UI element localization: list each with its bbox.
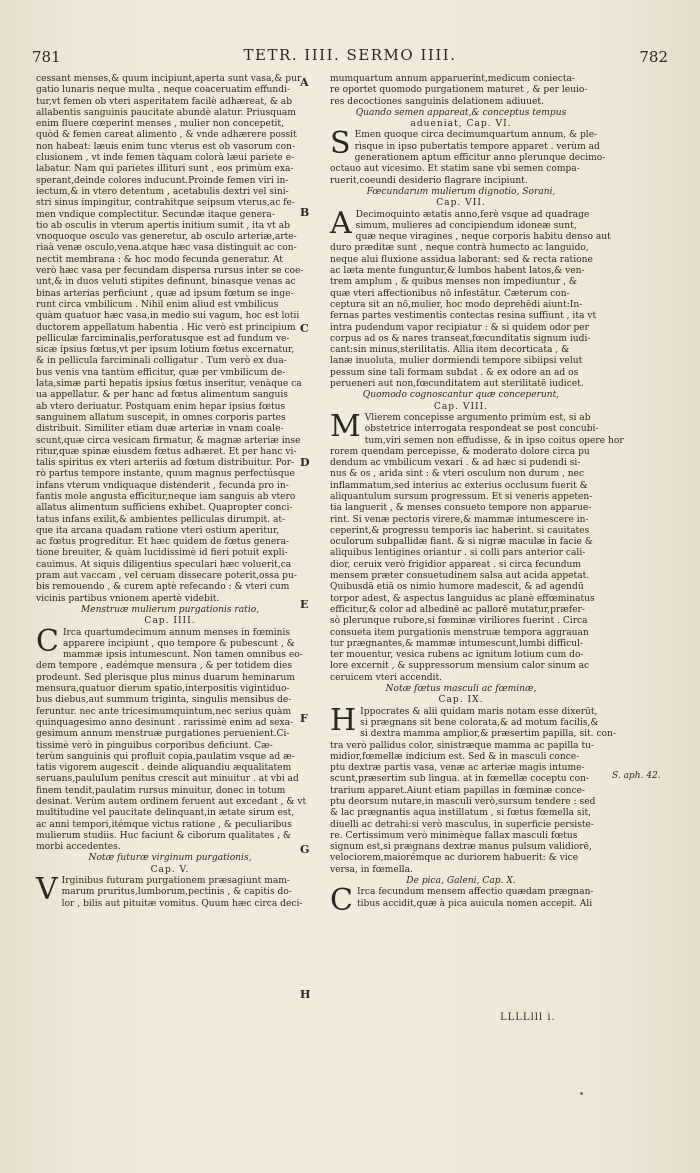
text-line: Irca quartumdecimum annum menses in fœminis <box>62 627 291 638</box>
text-line: distribuit. Similiter etiam duæ arteriæ in vnam coale- <box>36 424 284 435</box>
text-line: finem tendit,paulatim rursus minuitur, donec in totum <box>36 785 286 796</box>
text-line: re. Certissimum verò minimèque fallax masculi fœtus <box>330 830 578 841</box>
running-title: TETR. IIII. SERMO IIII. <box>243 46 457 64</box>
text-line: re oportet quomodo purgationem maturet , & per leuio- <box>330 85 588 96</box>
text-line: tibus accidit,quæ à pica auicula nomen accepit. Ali <box>356 898 593 909</box>
text-line: ac læta mente funguntur,& lumbos habent latos,& ven- <box>330 266 585 277</box>
margin-letter-h: H <box>300 988 311 1001</box>
text-line: cauimus. At siquis diligentius speculari hæc voluerit,ca <box>36 559 292 570</box>
text-line: feruntur. nec ante tricesimumquintum,nec serius quàm <box>36 706 292 717</box>
text-line: talis spiritus ex vteri arteriis ad fœtum distribuitur. Por- <box>36 458 295 469</box>
text-line: ptu deorsum nutare,in masculi verò,sursum tendere : sed <box>330 797 596 807</box>
text-line: Vlierem concepisse argumento primùm est, si ab <box>364 412 591 423</box>
text-line: duro præditæ sunt , neque contrà humecto ac languido, <box>330 243 589 254</box>
text-line: Irginibus futuram purgationem præsagiunt mam- <box>61 876 290 887</box>
text-line: gesimum annum menstruæ purgationes peruenient.Ci- <box>36 729 290 740</box>
text-line: tatus infans exilit,& ambientes pelliculas dirumpit. at- <box>36 514 286 525</box>
page-number-left: 781 <box>32 48 61 66</box>
text-line: vnoquoque osculo vas generetur, ab osculo arteriæ,arte- <box>36 232 297 243</box>
text-line: dendum ac vmbilicum vexari . & ad hæc si pudendi si- <box>330 458 581 469</box>
text-line: rorem quendam percepisse, & moderato dolore circa pu <box>330 446 590 457</box>
text-line: bis remouendo , & curem aptè refecando : & vteri cum <box>36 582 290 593</box>
text-line: bus diebus,aut summum triginta, singulis mensibus de- <box>36 695 292 706</box>
text-line: inflammatum,sed interius ac exterius occlusum fuerit & <box>330 480 588 491</box>
text-line: simum, mulieres ad concipiendum idoneæ sunt, <box>355 220 577 231</box>
ink-spot <box>580 1092 583 1095</box>
text-line: rint. Si venæ pectoris virere,& mammæ intumescere in- <box>330 514 589 525</box>
text-line: oculorum subpallidæ fiant. & si nigræ maculæ in facie & <box>330 537 593 548</box>
text-line: dior, ceruix verò frigidior appareat . si circa fecundum <box>330 559 582 570</box>
text-line: pelliculæ farciminalis,perforatusque est ad fundum ve- <box>36 333 290 344</box>
chapter-heading: Menstruæ mulierum purgationis ratio, <box>80 604 260 615</box>
text-line: cessant menses,& quum incipiunt,aperta sunt vasa,& pur <box>36 74 302 84</box>
text-line: stri sinus impingitur, contrahitque seipsum vterus,ac fe- <box>36 198 295 209</box>
text-line: aliquantulum sursum progressum. Et si veneris appeten- <box>330 491 593 502</box>
text-line: perueneri aut non,fœcunditatem aut sterilitatē iudicet. <box>330 379 584 390</box>
chapter-number: Cap. VIII. <box>433 401 489 412</box>
text-line: verò hæc vasa per fecundam dispersa rursus inter se coe- <box>36 266 304 277</box>
text-line: quàm quatuor hæc vasa,in medio sui vagum, hoc est lotii <box>36 311 300 322</box>
drop-capital: V <box>36 872 58 908</box>
text-line: mumquartum annum apparuerint,medicum coniecta- <box>330 74 575 84</box>
drop-capital: S <box>330 126 351 162</box>
text-line: & in pellicula farciminali colligatur . Tum verò ex dua- <box>36 356 287 367</box>
chapter-heading: De pica, Galeni, Cap. X. <box>406 876 516 887</box>
text-line: bus venis vna tantùm efficitur, quæ per vmbilicum de- <box>36 367 286 378</box>
text-line: tia languerit , & menses consueto tempore non apparue- <box>330 503 592 514</box>
text-line: binas arterias perficiunt , quæ ad ipsum fœtum se inge- <box>36 288 294 299</box>
text-line: sicæ ipsius fœtus,vt per ipsum lotium fœtus excernatur, <box>36 345 295 356</box>
text-line: tissimè verò in pinguibus corporibus deficiunt. Cæ- <box>36 740 273 751</box>
chapter-heading: Fœcundarum mulierum dignotio, Sorani, <box>366 186 556 197</box>
text-line: que ita arcana quadam ratione vteri ostium aperitur, <box>36 525 280 536</box>
page-number-right: 782 <box>639 48 668 66</box>
text-line: men vndique complectitur. Secundæ itaque genera- <box>36 209 275 220</box>
text-line: sanguinem allatum suscepit, in omnes corporis partes <box>36 412 286 423</box>
text-line: tio ab osculis in vterum apertis initium sumit , ita vt ab <box>36 220 290 231</box>
text-line: corpus ad os & nares transeat,fœcunditatis signum iudi- <box>330 333 591 344</box>
text-line: lata,simæ parti hepatis ipsius fœtus inseritur, venàque ca <box>36 379 302 390</box>
text-line: enim fluere cœperint menses , mulier non concepetit, <box>36 119 284 130</box>
margin-letter-c: C <box>300 322 309 335</box>
chapter-heading: Quando semen appareat,& conceptus tempus <box>355 107 567 118</box>
text-line: tione breuiter, & quàm lucidissimè id fieri potuit expli- <box>36 548 288 559</box>
margin-letter-f: F <box>300 712 308 725</box>
text-line: lor , bilis aut pituitæ vomitus. Quum hæc circa deci- <box>61 898 303 909</box>
text-line: lore excernit , & suppressorum mensium calor sinum ac <box>330 661 590 672</box>
text-line: prodeunt. Sed plerisque plus minus duarum heminarum <box>36 672 295 683</box>
chapter-number: adueniat, Cap. VI. <box>410 119 512 130</box>
text-line: quòd & femen careat alimento , & vnde adhærere possit <box>36 130 297 141</box>
text-line: labatur. Nam qui parietes illituri sunt , eos primùm exa- <box>36 164 294 175</box>
text-line: trarium apparet.Aiunt etiam papillas in fœminæ conce- <box>330 785 586 796</box>
text-line: seruans,paululum penitus crescit aut minuitur . at vbi ad <box>36 774 299 785</box>
text-line: quæ vteri affectionibus nō infestātur. Cæterum con- <box>330 288 570 299</box>
text-line: octauo aut vicesimo. Et statim sane vbi semen compa- <box>330 164 580 175</box>
text-line: ac anni tempori,itémque victus ratione , & peculiaribus <box>36 819 292 830</box>
text-line: Decimoquinto ætatis anno,ferè vsque ad quadrage <box>355 209 590 220</box>
text-line: velociorem,maiorémque ac duriorem habuerit: & vice <box>330 853 579 864</box>
text-line: versa, in fœmella. <box>330 864 413 875</box>
text-line: cant:sin minus,sterilitatis. Allia item decorticata , & <box>330 345 570 356</box>
text-line: pessum sine tali formam subdat . & ex odore an ad os <box>330 367 579 378</box>
text-line: obstetrice interrogata respondeat se post concubi- <box>364 424 599 435</box>
marginal-note: S. aph. 42. <box>612 771 661 781</box>
margin-letter-d: D <box>300 456 310 469</box>
chapter-number: Cap. IX. <box>438 695 484 706</box>
chapter-number: Cap. VII. <box>436 198 486 209</box>
text-line: morbi accedentes. <box>36 842 121 853</box>
text-line: scunt,quæ circa vesicam firmatur, & magnæ arteriæ inse <box>36 435 301 446</box>
text-line: runt circa vmbilicum . Nihil enim aliud est vmbilicus <box>36 299 279 310</box>
text-line: lanæ inuoluta, mulier dormiendi tempore sibiipsi velut <box>330 356 583 367</box>
text-line: Irca fecundum mensem affectio quædam prægnan- <box>356 887 594 898</box>
text-line: tum,viri semen non effudisse, & in ipso coitus opere hor <box>364 435 624 446</box>
text-line: allatus alimentum sufficiens exhibet. Quapropter conci- <box>36 503 293 514</box>
text-line: generationem aptum efficitur anno plerunque decimo- <box>354 153 606 164</box>
text-line: unt,& in duos veluti stipites definunt, binasque venas ac <box>36 277 296 288</box>
text-line: desinat. Verùm autem ordinem feruent aut excedant , & vt <box>36 797 307 807</box>
drop-capital: A <box>330 205 352 241</box>
text-line: Quibusdā etiā os nimio humore madescit, & ad agendū <box>330 582 584 593</box>
text-line: midior,fœmellæ indicium est. Sed & in masculi conce- <box>330 751 580 762</box>
text-line: ceruicem vteri accendit. <box>330 672 443 683</box>
right-text-column <box>330 74 624 919</box>
drop-capital: C <box>36 623 59 659</box>
left-text-column <box>36 74 307 910</box>
text-line: tatis vigorem augescit . deinde aliquandiu æqualitatem <box>36 763 292 774</box>
text-line: & lac prægnantis aqua instillatum , si fœtus fœmella sit, <box>330 808 592 819</box>
text-line: nus & os , arida sint : & vteri osculum non durum , nec <box>330 469 585 480</box>
drop-capital: H <box>330 702 357 738</box>
text-line: sò plerunque rubore,si fœminæ viriliores fuerint . Circa <box>330 616 588 627</box>
text-line: mammæ ipsis intumescunt. Non tamen omnibus eo- <box>62 650 303 661</box>
text-line: ter mouentur, vesica rubens ac ignitum lotium cum do- <box>330 650 584 661</box>
margin-letter-e: E <box>300 598 309 611</box>
text-line: mensura,quatuor dierum spatio,interpositis vigintiduo- <box>36 684 290 695</box>
chapter-heading: Notæ fœtus masculi ac fœminæ, <box>385 684 537 695</box>
text-line: terùm sanguinis qui profluit copia,paulatim vsque ad æ- <box>36 751 295 762</box>
text-line: trem amplum , & quibus menses non impediuntur , & <box>330 277 577 288</box>
text-line: ab vtero deriuatur. Postquam enim hepar ipsius fœtus <box>36 401 286 412</box>
text-line: diuelli ac detrahi:si verò masculus, in superficie persiste- <box>330 819 594 830</box>
text-line: marum pruritus,lumborum,pectinis , & capitis do- <box>61 887 292 898</box>
text-line: intra pudendum vapor recipiatur : & si quidem odor per <box>330 322 589 333</box>
text-line: signum est,si prægnans dextræ manus pulsum validiorē, <box>330 842 592 853</box>
signature-mark: LLLLlll i. <box>500 1012 556 1023</box>
text-line: tur prægnantes,& mammæ intumescunt,lumbi difficul- <box>330 638 584 649</box>
chapter-number: Cap. IIII. <box>144 616 196 627</box>
text-line: sperant,deinde colores inducunt.Proinde femen viri in- <box>36 175 289 186</box>
text-line: rò partus tempore instante, quum magnus perfectúsque <box>36 469 295 480</box>
text-line: infans vterum vndiquaque distenderit , fecunda pro in- <box>36 480 289 491</box>
text-line: torpor adest, & aspectus languidus ac planè effœminatus <box>330 593 595 604</box>
text-line: Ippocrates & alii quidam maris notam esse dixerūt, <box>360 706 598 717</box>
text-line: rìsque in ipso pubertatis tempore apparet . verùm ad <box>354 141 600 152</box>
text-line: pram aut vaccam , vel ceruam dissecare poterit,ossa pu- <box>36 571 297 582</box>
text-line: gatio lunaris neque multa , neque coaceruatim effundi- <box>36 85 291 96</box>
drop-capital: C <box>330 883 353 919</box>
chapter-heading: Quomodo cognoscantur quæ conceperunt, <box>362 390 560 401</box>
chapter-heading: Notæ futuræ virginum purgationis, <box>88 853 252 864</box>
text-line: aliquibus lentigines oriantur . si colli pars anterior cali- <box>330 548 586 559</box>
chapter-number: Cap. V. <box>150 864 190 875</box>
text-line: tur,vt femen ob vteri asperitatem facilè adhæreat, & ab <box>36 96 293 107</box>
text-line: nectit membrana : & hoc modo fecunda generatur. At <box>36 254 283 265</box>
text-line: non habeat: læuis enim tunc vterus est ob vasorum con- <box>36 141 296 152</box>
text-line: mensem præter consuetudinem salsa aut acida appetat. <box>330 571 590 582</box>
text-line: ceperint,& progressu temporis iac haberint. si cauitates <box>330 525 590 536</box>
text-line: tra verò pallidus color, sinistræque mamma ac papilla tu- <box>330 740 595 751</box>
text-line: ptu dextræ partis vasa, venæ ac arteriæ magis intume- <box>330 763 585 774</box>
text-line: multitudine vel paucitate delinquant,in ætate sirum est, <box>36 808 295 819</box>
text-line: si prægnans sit bene colorata,& ad motum facilis,& <box>360 717 599 728</box>
text-line: dem tempore , eadémque mensura , & per totidem dies <box>36 661 293 672</box>
margin-letter-g: G <box>300 843 310 856</box>
drop-capital: M <box>330 408 361 444</box>
text-line: quæ neque viragines , neque corporis habitu denso aut <box>355 232 611 243</box>
text-line: neque alui fluxione assidua laborant: sed & recta ratione <box>330 254 593 265</box>
text-line: Emen quoque circa decimumquartum annum, & ple- <box>354 130 598 141</box>
text-line: ritur,quæ spinæ eiusdem fœtus adhæret. Et per hanc vi- <box>36 446 297 457</box>
text-line: ductorem appellatum habentia . Hic verò est principium <box>36 322 296 333</box>
text-line: efficitur,& color ad albedinē ac pallorē mutatur,præfer- <box>330 604 585 615</box>
text-line: mulierum studiis. Huc faciunt & ciborum qualitates , & <box>36 830 291 841</box>
running-header <box>30 44 670 70</box>
text-line: quinquagesimo anno desinunt . rarissimè enim ad sexa- <box>36 717 294 728</box>
margin-letter-a: A <box>300 76 309 89</box>
text-line: ua appellatur. & per hanc ad fœtus alimentum sanguis <box>36 390 288 401</box>
text-line: apparere incipiunt , quo tempore & pubescunt , & <box>62 638 295 649</box>
text-line: allabentis sanguinis paucitate abundè alatur. Priusquam <box>36 107 296 118</box>
text-line: consueta item purgationis menstruæ tempora aggrauan <box>330 627 589 638</box>
text-line: vicinis partibus vnionem apertè videbit. <box>36 593 220 604</box>
text-line: fantis mole angusta efficitur,neque iam sanguis ab vtero <box>36 491 296 502</box>
text-line: ac fœtus progreditur. Et hæc quidem de fœtus genera- <box>36 537 290 548</box>
text-line: res decoctiones sanguinis delationem adiuuet. <box>330 96 544 107</box>
text-line: iectum,& in vtero detentum , acetabulis dextri vel sini- <box>36 186 289 197</box>
text-line: ruerit,coeundi desiderio flagrare incipiunt. <box>330 175 528 186</box>
text-line: clusionem , vt inde femen tàquam colorà læui pariete e- <box>36 153 295 164</box>
text-line: ceptura sit an nō,mulier, hoc modo deprehēdi aiunt:In- <box>330 299 583 310</box>
text-line: riaà venæ osculo,vena.atque hæc vasa distinguit ac con- <box>36 243 297 254</box>
text-line: si dextra mamma amplior,& præsertim papilla, sit. con- <box>360 729 616 740</box>
margin-letter-b: B <box>300 206 310 219</box>
text-line: fernas partes vestimentis contectas resina suffiunt , ita vt <box>330 311 597 322</box>
text-line: scunt,præsertim sub lingua. at in fœmellæ coceptu con- <box>330 774 589 785</box>
